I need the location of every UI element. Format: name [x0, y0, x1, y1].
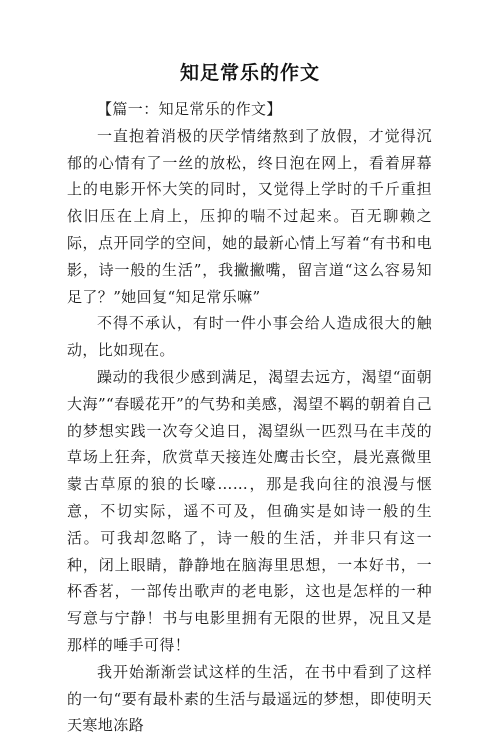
section-heading: 【篇一：知足常乐的作文】: [97, 100, 282, 118]
paragraph: 躁动的我很少感到满足，渴望去远方，渴望“面朝大海”“春暖花开”的气势和美感，渴望不羁的朝着自己的梦想实践一次夸父追日，渴望纵一匹烈马在丰茂的草场上狂奔，欣赏草天接连处鹰击长空，晨光熹微里蒙古草原的狼的长嚎……，那是我向往的浪漫与惬意，不切实际，遥不可及，但确实是如诗一般的生活。可我却忽略了，诗一般的生活，并非只有这一种，闭上眼睛，静静地在脑海里思想，一本好书，一杯香茗，一部传出歌声的老电影，这也是怎样的一种写意与宁静！书与电影里拥有无限的世界，况且又是那样的唾手可得！: [67, 367, 432, 654]
document-title: 知足常乐的作文: [179, 62, 320, 84]
paragraph: 我开始渐渐尝试这样的生活，在书中看到了这样的一句“要有最朴素的生活与最遥远的梦想，即使明天天寒地冻路: [67, 662, 432, 735]
document-body: [67, 96, 432, 739]
paragraph: 一直抱着消极的厌学情绪熬到了放假，才觉得沉郁的心情有了一丝的放松，终日泡在网上，看着屏幕上的电影开怀大笑的同时，又觉得上学时的千斤重担依旧压在上肩上，压抑的喘不过起来。百无聊赖之际，点开同学的空间，她的最新心情上写着“有书和电影，诗一般的生活”，我撇撇嘴，留言道“这么容易知足了？”她回复“知足常乐嘛”: [67, 126, 432, 306]
paragraph: 不得不承认，有时一件小事会给人造成很大的触动，比如现在。: [67, 314, 432, 360]
